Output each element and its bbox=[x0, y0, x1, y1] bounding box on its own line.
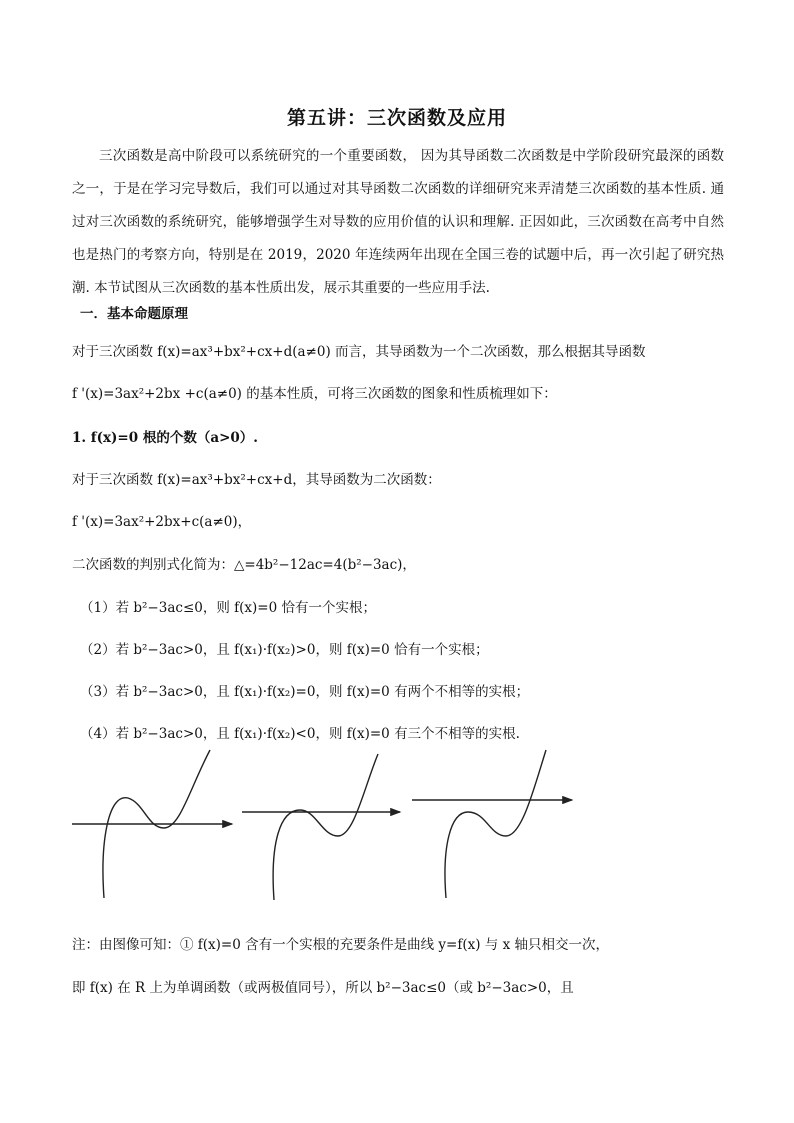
paragraph-3: 对于三次函数 f(x)=ax³+bx²+cx+d，其导函数为二次函数： bbox=[72, 472, 441, 488]
cubic-graphs-figure bbox=[60, 748, 600, 908]
case-2: （2）若 b²−3ac>0，且 f(x₁)·f(x₂)>0，则 f(x)=0 恰有一个实根； bbox=[80, 642, 489, 658]
paragraph-1: 对于三次函数 f(x)=ax³+bx²+cx+d(a≠0) 而言，其导函数为一个二次函数，那么根据其导函数 bbox=[72, 344, 646, 360]
graph-two-root bbox=[242, 754, 400, 900]
item-1-heading: 1. f(x)=0 根的个数（a>0）. bbox=[72, 430, 258, 446]
note-line-2: 即 f(x) 在 R 上为单调函数（或两极值同号），所以 b²−3ac≤0（或 b²−3ac>0，且 bbox=[72, 980, 574, 996]
paragraph-2: f '(x)=3ax²+2bx +c(a≠0) 的基本性质，可将三次函数的图象和性质梳理如下： bbox=[72, 386, 557, 402]
note-line-1: 注：由图像可知：① f(x)=0 含有一个实根的充要条件是曲线 y=f(x) 与 x 轴只相交一次， bbox=[72, 937, 609, 953]
paragraph-4: f '(x)=3ax²+2bx+c(a≠0)， bbox=[72, 514, 252, 530]
intro-paragraph: 三次函数是高中阶段可以系统研究的一个重要函数， 因为其导函数二次函数是中学阶段研究最深的函数之一，于是在学习完导数后，我们可以通过对其导函数二次函数的详细研究来弄清楚三次函数的基本性质. 通过对三次函数的系统研究，能够增强学生对导数的应用价值的认识和理解. 正因如此，三次函数在高考中自然也是热门的考察方向，特别是在 2019，2020 年连续两年出现在全国三卷的试题中后，再一次引起了研究热潮. 本节试图从三次函数的基本性质出发，展示其重要的一些应用手法. bbox=[72, 148, 724, 296]
graph-three-root bbox=[412, 750, 572, 898]
graph-one-root bbox=[72, 750, 232, 898]
case-3: （3）若 b²−3ac>0，且 f(x₁)·f(x₂)=0，则 f(x)=0 有两个不相等的实根； bbox=[80, 684, 530, 700]
section-heading: 一．基本命题原理 bbox=[80, 306, 188, 322]
page-title: 第五讲：三次函数及应用 bbox=[286, 107, 507, 129]
cubic-curve-2 bbox=[273, 754, 378, 900]
cubic-curve-3 bbox=[445, 750, 546, 898]
paragraph-5: 二次函数的判别式化简为：△=4b²−12ac=4(b²−3ac)， bbox=[72, 557, 416, 573]
case-4: （4）若 b²−3ac>0，且 f(x₁)·f(x₂)<0，则 f(x)=0 有三个不相等的实根. bbox=[80, 726, 520, 742]
case-1: （1）若 b²−3ac≤0，则 f(x)=0 恰有一个实根； bbox=[80, 600, 376, 616]
